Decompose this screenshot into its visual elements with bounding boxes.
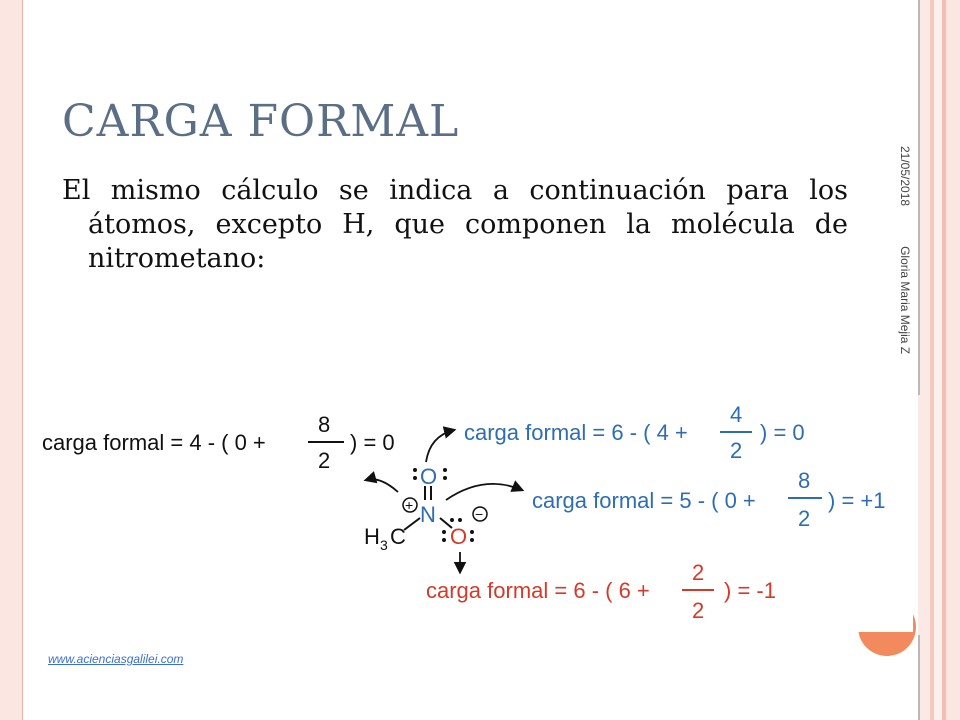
lone-pair-dot [442, 538, 446, 542]
eq-carbon-suffix: ) = 0 [350, 430, 395, 455]
lone-pair-dot [450, 518, 454, 522]
eq-oxygen-bottom-suffix: ) = -1 [724, 578, 776, 603]
nitromethane-formal-charge-figure [28, 392, 913, 632]
slide-body-text: El mismo cálculo se indica a continuación para los átomos, excepto H, que componen la molécula de nitrometano: [62, 175, 848, 274]
source-link[interactable]: www.acienciasgalilei.com [48, 652, 184, 666]
methyl-c: C [390, 524, 406, 549]
eq-oxygen-top-suffix: ) = 0 [760, 420, 805, 445]
slide-title: CARGA FORMAL [62, 96, 460, 147]
eq-oxygen-top-prefix: carga formal = 6 - ( 4 + [464, 420, 688, 445]
eq-nitrogen-denominator: 2 [798, 506, 811, 531]
eq-oxygen-bottom-numerator: 2 [692, 560, 705, 585]
lone-pair-dot [470, 530, 474, 534]
plus-charge-sign: + [405, 497, 414, 513]
nitrogen-atom: N [420, 502, 436, 527]
lone-pair-dot [470, 538, 474, 542]
eq-nitrogen-suffix: ) = +1 [828, 488, 886, 513]
eq-nitrogen-prefix: carga formal = 5 - ( 0 + [532, 488, 756, 513]
side-divider-line-lower [918, 635, 920, 720]
right-border-decoration [918, 0, 960, 720]
lone-pair-dot [413, 476, 417, 480]
eq-carbon-prefix: carga formal = 4 - ( 0 + [42, 430, 266, 455]
methyl-subscript: 3 [380, 537, 388, 553]
eq-nitrogen-numerator: 8 [798, 468, 811, 493]
oxygen-bottom-atom: O [450, 524, 468, 549]
arrow-to-oxygen-top-equation [426, 430, 454, 462]
methyl-h: H [364, 524, 380, 549]
eq-carbon-numerator: 8 [318, 412, 331, 437]
side-divider-line [918, 0, 920, 395]
lone-pair-dot [443, 476, 447, 480]
lone-pair-dot [413, 468, 417, 472]
formal-charge-diagram [28, 392, 913, 632]
eq-oxygen-bottom-denominator: 2 [692, 598, 705, 623]
eq-oxygen-top-denominator: 2 [730, 438, 743, 463]
equation-oxygen-top [464, 402, 805, 463]
arrow-to-carbon-equation [366, 479, 398, 492]
equation-oxygen-bottom [426, 560, 776, 623]
equation-carbon [42, 412, 395, 473]
left-border-decoration [0, 0, 23, 720]
minus-charge-sign: − [475, 506, 484, 522]
bond-c-n [404, 518, 420, 530]
oxygen-top-atom: O [420, 464, 438, 489]
lone-pair-dot [442, 530, 446, 534]
eq-carbon-denominator: 2 [318, 448, 331, 473]
equation-nitrogen [532, 468, 885, 531]
slide-date: 21/05/2018 [898, 146, 912, 207]
lone-pair-dot [443, 468, 447, 472]
eq-oxygen-bottom-prefix: carga formal = 6 - ( 6 + [426, 578, 650, 603]
slide-footer-vertical [892, 146, 912, 396]
eq-oxygen-top-numerator: 4 [730, 402, 743, 427]
arrow-to-nitrogen-equation [446, 484, 522, 500]
lone-pair-dot [458, 518, 462, 522]
slide-author: Gloria Maria Mejia Z [898, 246, 912, 355]
